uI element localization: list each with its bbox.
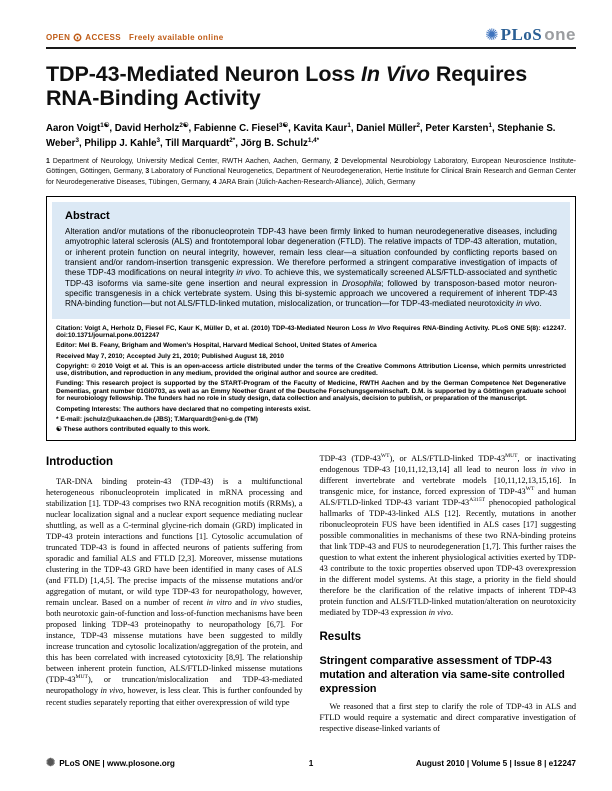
authors-line: Aaron Voigt$^{1☯}$, David Herholz$^{2☯}$, Fabienne C. Fiesel$^{3☯}$, Kavita Kaur$^1$, Daniel Müller$^2$, Peter Karsten$^1$, Stephanie S. Weber$^3$, Philipp J. Kahle$^3$, Till Marquardt$^{2*}$, Jörg B. Schulz$^{1,4*}$ <box>46 121 556 150</box>
copyright-line: Copyright: © 2010 Voigt et al. This is an open-access article distributed under the terms of the Creative Commons Attribution License, which permits unrestricted use, distribution, and reproduction in any medium, provided the original author and source are credited. <box>56 362 566 378</box>
footer-issue-info: August 2010 | Volume 5 | Issue 8 | e12247 <box>415 759 576 768</box>
article-body <box>46 453 576 734</box>
email-line: * E-mail: jschulz@ukaachen.de (JBS); T.Marquardt@eni-g.de (TM) <box>56 415 258 423</box>
abstract-text: Alteration and/or mutations of the ribonucleoprotein TDP-43 have been firmly linked to human neurodegenerative diseases, including amyotrophic lateral sclerosis (ALS) and frontotemporal lobar degeneration (FTLD). The relative impacts of TDP-43 alteration, mutation, or inherent protein function on neural integrity, however, remain less clear—a situation confounded by conflicting reports based on transient and/or random-insertion transgenic expression. We therefore performed a stringent comparative investigation of impacts of these TDP-43 modifications on neural integrity in vivo. To achieve this, we systematically screened ALS/FTLD-associated and synthetic TDP-43 isoforms via same-site gene insertion and neural expression in Drosophila; followed by transposon-based motor neuron-specific transgenesis in a chick vertebrate system. Using this bi-systemic approach we uncovered a requirement of inherent TDP-43 RNA-binding function—but not ALS/FTLD-linked mutation, mislocalization, or truncation—for TDP-43-mediated neurotoxicity in vivo. <box>65 227 557 309</box>
article-title: TDP-43-Mediated Neuron Loss In Vivo Requires RNA-Binding Activity <box>46 62 528 111</box>
results-paragraph: We reasoned that a first step to clarify the role of TDP-43 in ALS and FTLD would require a systematic and direct comparative investigation of respective disease-linked variants of <box>319 701 576 733</box>
footer-journal <box>46 758 258 769</box>
right-column <box>320 453 577 734</box>
citation-line: Citation: Voigt A, Herholz D, Fiesel FC, Kaur K, Müller D, et al. (2010) TDP-43-Mediated Neuron Loss In Vivo Requires RNA-Binding Activity. PLoS ONE 5(8): e12247. doi:10.1371/journal.pone.0012247 <box>56 324 566 340</box>
abstract-heading: Abstract <box>65 210 110 223</box>
abstract-metadata-box <box>46 196 576 441</box>
results-heading: Results <box>319 631 362 644</box>
introduction-paragraph: TAR-DNA binding protein-43 (TDP-43) is a multifunctional heterogeneous ribonucleoprotein implicated in mRNA processing and stabilization [1]. TDP-43 comprises two RNA recognition motifs (RRMs), a nuclear localization signal and a nuclear export sequence mediating nuclear shuttling, as well as a C-terminal glycine-rich domain (GRD) implicated in TDP-43 protein interactions and functions [1]. Cytosolic accumulation of truncated TDP-43 is found in affected neurons of patients suffering from sporadic and familial ALS and FTLD [2,3]. Moreover, missense mutations clustering in the TDP-43 GRD have been identified in many cases of ALS (and FTLD) [1,4,5]. The precise impacts of the missense mutations and/or aggregation of mutant, or wild type TDP-43 for neuropathology, however, remain unclear. Based on a number of recent in vitro and in vivo studies, both neurotoxic gain-of-function and loss-of-function mechanisms have been proposed linking TDP-43 proteinopathy to neuropathology [6,7]. For instance, TDP-43 missense mutations have been suggested to mildly increase truncation and cytosolic localization/aggregation of the protein, and this has been correlated with increased cytotoxicity [8,9]. The relationship between inherent protein function, ALS/FTLD-linked missense mutations $(TDP-43^{MUT})$, or truncation/mislocalization and TDP-43-mediated neuropathology in vivo, however, is less clear. This is further confounded by recent studies separately reporting that either overexpression of wild type <box>46 476 303 707</box>
editor-line: Editor: Mel B. Feany, Brigham and Women's Hospital, Harvard Medical School, United States of America <box>56 342 377 350</box>
open-label: OPEN <box>46 33 71 42</box>
affiliations: 1 Department of Neurology, University Medical Center, RWTH Aachen, Aachen, Germany, 2 Developmental Neurobiology Laboratory, European Neuroscience Institute-Göttingen, Göttingen, Germany, 3 Laboratory of Functional Neurogenetics, Department of Neurodegeneration, Hertie Institute for Clinical Brain Research and German Center for Neurodegenerative Diseases, Tübingen, Germany, 4 JARA Brain (Jülich-Aachen-Research-Alliance), Jülich, Germany <box>46 158 577 186</box>
competing-interests-line: Competing Interests: The authors have declared that no competing interests exist. <box>56 405 311 413</box>
dates-line: Received May 7, 2010; Accepted July 21, 2010; Published August 18, 2010 <box>56 352 285 360</box>
access-label: ACCESS <box>85 33 122 42</box>
page-number: 1 <box>308 759 314 768</box>
plos-logo-text: PLoS <box>500 25 543 44</box>
page-footer <box>46 758 576 769</box>
masthead <box>46 26 576 49</box>
footer-plos-logo-icon: ✺ <box>46 757 56 769</box>
freely-available-tagline: Freely available online <box>129 33 224 42</box>
funding-line: Funding: This research project is supported by the START-Program of the Faculty of Medicine, RWTH Aachen and by the German Competence Net Degenerative Dementias, grant number 01GI0703, as well as an Emmy Noether Grant of the Deutsche Forschungsgemeinschaft. D.M. is supported by a Göttingen graduate school for neurobiology fellowship. The funders had no role in study design, data collection and analysis, decision to publish, or preparation of the manuscript. <box>56 380 566 403</box>
open-access-banner <box>46 33 224 44</box>
open-access-icon <box>73 33 82 42</box>
equal-contribution-note: ☯ These authors contributed equally to this work. <box>56 425 210 433</box>
plos-starburst-icon: ✺ <box>485 27 499 44</box>
introduction-heading: Introduction <box>46 455 114 468</box>
plos-one-logo <box>485 26 576 44</box>
abstract-section <box>52 202 570 319</box>
article-metadata <box>52 319 570 434</box>
results-subheading: Stringent comparative assessment of TDP-43 mutation and alteration via same-site controlled expression <box>319 655 565 695</box>
plos-one-text: one <box>544 25 576 44</box>
introduction-continued-paragraph: TDP-43 $(TDP-43^{WT})$, or ALS/FTLD-linked TDP-$43^{MUT}$, or inactivating endogenous TDP-43 [10,11,12,13,14] all lead to neuron loss in vivo in different invertebrate and vertebrate models [10,11,12,13,15,16]. In transgenic mice, for instance, forced expression of TDP-$43^{WT}$ and human ALS/FTLD-linked TDP-43 variant TDP-$43^{A315T}$ phenocopied pathological hallmarks of TDP-43-linked ALS [12]. Recently, mutations in another ribonucleoprotein FUS have been identified in ALS cases [17] suggesting possible commonalities in mechanisms of these two RNA-binding proteins that link TDP-43 and FUS to neurodegeneration [1,7]. This further raises the question to what extent the inherent physiological activities exerted by TDP-43 contribute to the toxic properties observed upon TDP-43 overexpression in the different model systems. At this stage, a priority in the field should therefore be the clarification of the relative impacts of inherent TDP-43 protein function and ALS/FTLD-linked mutation/alteration on neurotoxicity mediated by TDP-43 expression in vivo. <box>319 453 576 618</box>
left-column <box>46 453 303 734</box>
footer-journal-text: PLoS ONE | www.plosone.org <box>59 759 175 768</box>
